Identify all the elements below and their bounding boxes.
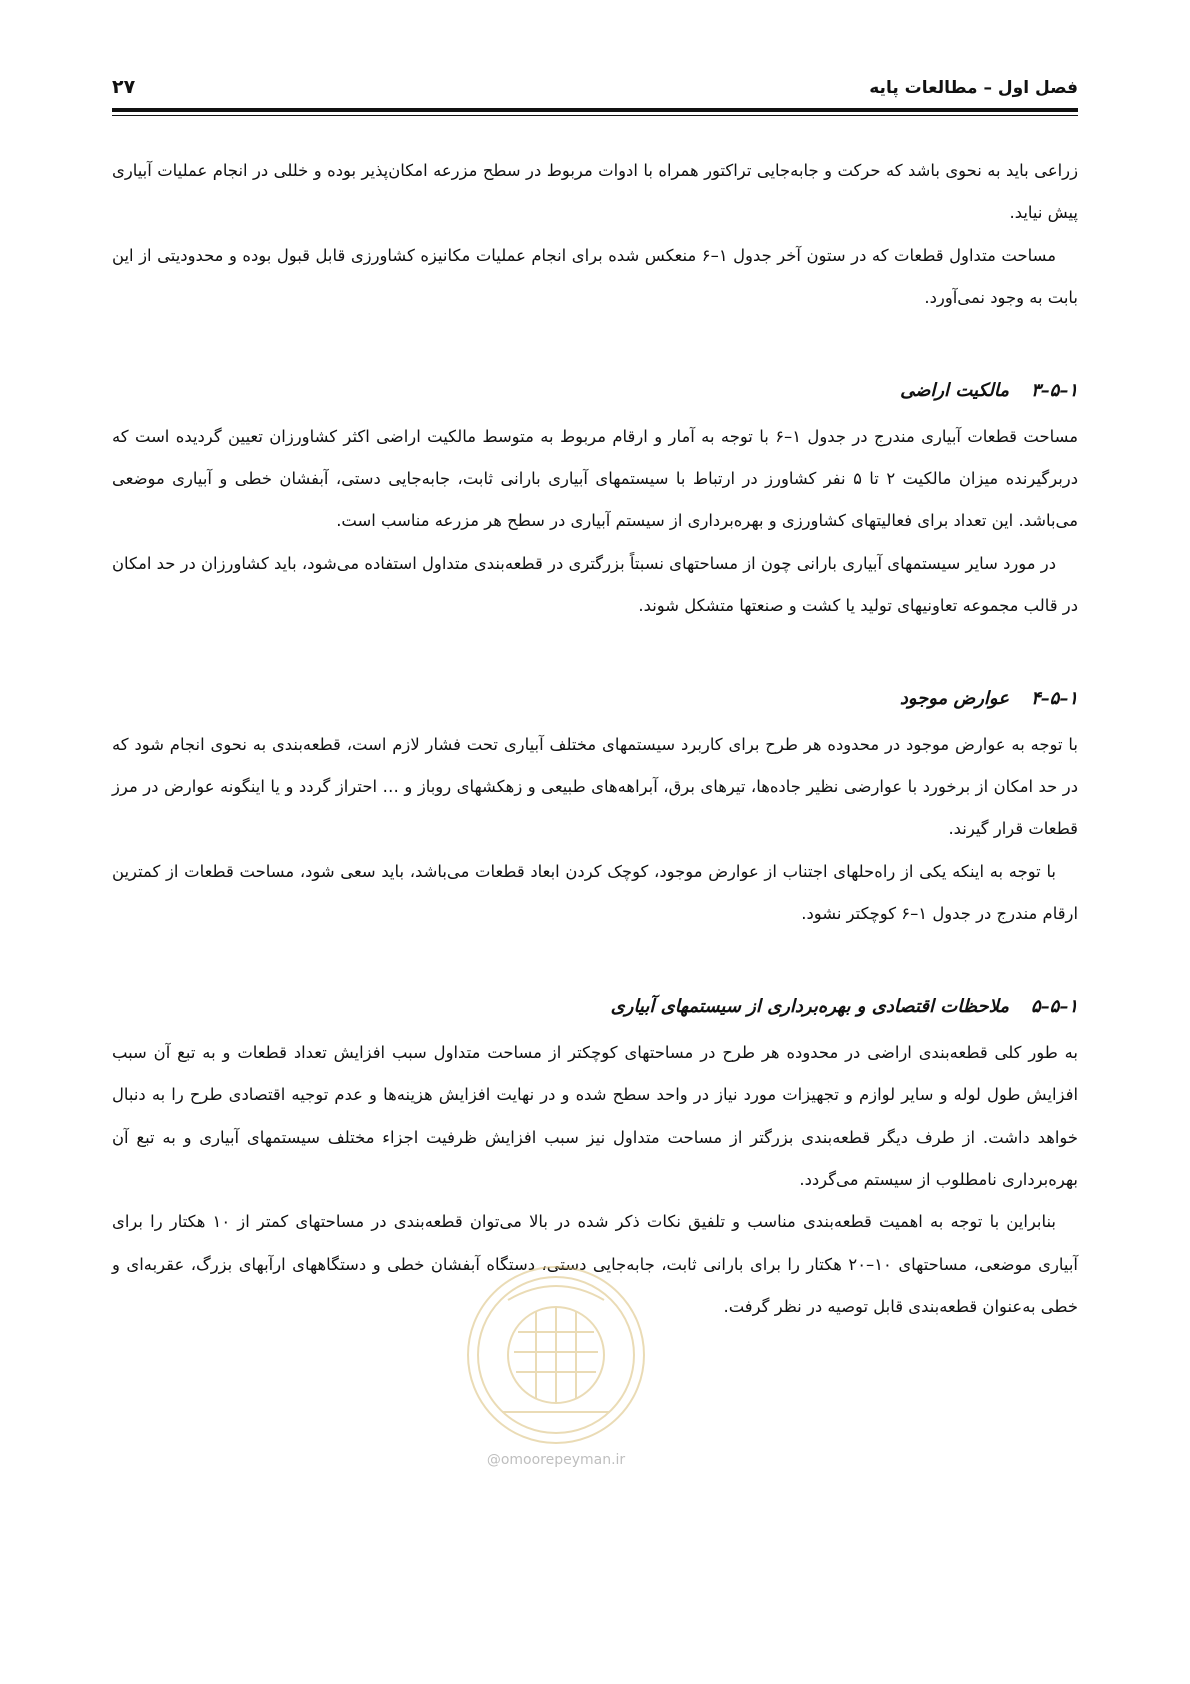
section-heading [112,992,1078,1022]
section-title: عوارض موجود [899,687,1009,709]
chapter-title: فصل اول – مطالعات پایه [869,78,1078,98]
section-number: ۱–۵–۴ [1030,687,1078,709]
intro-section [112,150,1078,320]
paragraph: بنابراین با توجه به اهمیت قطعه‌بندی مناسب و تلفیق نکات ذکر شده در بالا می‌توان قطعه‌بندی در مساحتهای کمتر از ۱۰ هکتار را برای آبیاری موضعی، مساحتهای ۱۰–۲۰ هکتار را برای بارانی ثابت، جابه‌جایی دستی، دستگاه آبفشان خطی و دستگاههای ارآبهای بزرگ، عقربه‌ای و خطی به‌عنوان قطعه‌بندی قابل توصیه در نظر گرفت. [112,1212,1078,1317]
paragraph: در مورد سایر سیستمهای آبیاری بارانی چون از مساحتهای نسبتاً بزرگتری در قطعه‌بندی متداول استفاده می‌شود، باید کشاورزان در حد امکان در قالب مجموعه تعاونیهای تولید یا کشت و صنعتها متشکل شوند. [112,553,1078,616]
section-existing-features [112,684,1078,936]
section-title: مالکیت اراضی [900,379,1009,401]
section-title: ملاحظات اقتصادی و بهره‌برداری از سیستمهای آبیاری [610,995,1009,1017]
page-body [112,150,1078,1329]
section-land-ownership [112,376,1078,628]
paragraph: مساحت قطعات آبیاری مندرج در جدول ۱–۶ با توجه به آمار و ارقام مربوط به متوسط مالکیت اراضی اکثر کشاورزان تعیین گردیده است که دربرگیرنده میزان مالکیت ۲ تا ۵ نفر کشاورز در ارتباط با سیستمهای آبیاری بارانی ثابت، جابه‌جایی دستی، آبفشان خطی و آبیاری موضعی می‌باشد. این تعداد برای فعالیتهای کشاورزی و بهره‌برداری از سیستم آبیاری در سطح هر مزرعه مناسب است. [112,426,1079,531]
watermark-seal [458,1262,654,1502]
section-heading [112,684,1078,714]
paragraph: به طور کلی قطعه‌بندی اراضی در محدوده هر طرح در مساحتهای کوچکتر از مساحت متداول سبب افزایش تعداد قطعات و به تبع آن سبب افزایش طول لوله و سایر لوازم و تجهیزات مورد نیاز در واحد سطح شده و در نهایت افزایش هزینه‌ها و عدم توجیه اقتصادی طرح را به دنبال خواهد داشت. از طرف دیگر قطعه‌بندی بزرگتر از مساحت متداول نیز سبب افزایش ظرفیت اجزاء مختلف سیستمهای آبیاری و به تبع آن بهره‌برداری نامطلوب از سیستم می‌گردد. [112,1042,1078,1189]
paragraph: با توجه به عوارض موجود در محدوده هر طرح برای کاربرد سیستمهای مختلف آبیاری تحت فشار لازم است، قطعه‌بندی به نحوی انجام شود که در حد امکان از برخورد با عوارضی نظیر جاده‌ها، تیرهای برق، آبراهه‌های طبیعی و زهکشهای روباز و … احتراز گردد و یا اینگونه عوارض در مرز قطعات قرار گیرند. [112,734,1078,839]
header-rule-thick [112,108,1078,112]
header-rule-thin [112,115,1078,116]
paragraph: مساحت متداول قطعات که در ستون آخر جدول ۱–۶ منعکس شده برای انجام عملیات مکانیزه کشاورزی قابل قبول بوده و محدودیتی از این بابت به وجود نمی‌آورد. [112,245,1078,308]
paragraph: با توجه به اینکه یکی از راه‌حلهای اجتناب از عوارض موجود، کوچک کردن ابعاد قطعات می‌باشد، باید سعی شود، مساحت قطعات از کمترین ارقام مندرج در جدول ۱–۶ کوچکتر نشود. [112,861,1078,924]
paragraph: زراعی باید به نحوی باشد که حرکت و جابه‌جایی تراکتور همراه با ادوات مربوط در سطح مزرعه امکان‌پذیر بوده و خللی در انجام عملیات آبیاری پیش نیاید. [112,161,1078,223]
section-number: ۱–۵–۳ [1030,379,1078,401]
section-heading [112,376,1078,406]
watermark-url: @omoorepeyman.ir [486,1452,626,1468]
watermark-logo-icon [458,1262,654,1448]
page-number: ۲۷ [112,76,136,98]
section-number: ۱–۵–۵ [1030,995,1078,1017]
